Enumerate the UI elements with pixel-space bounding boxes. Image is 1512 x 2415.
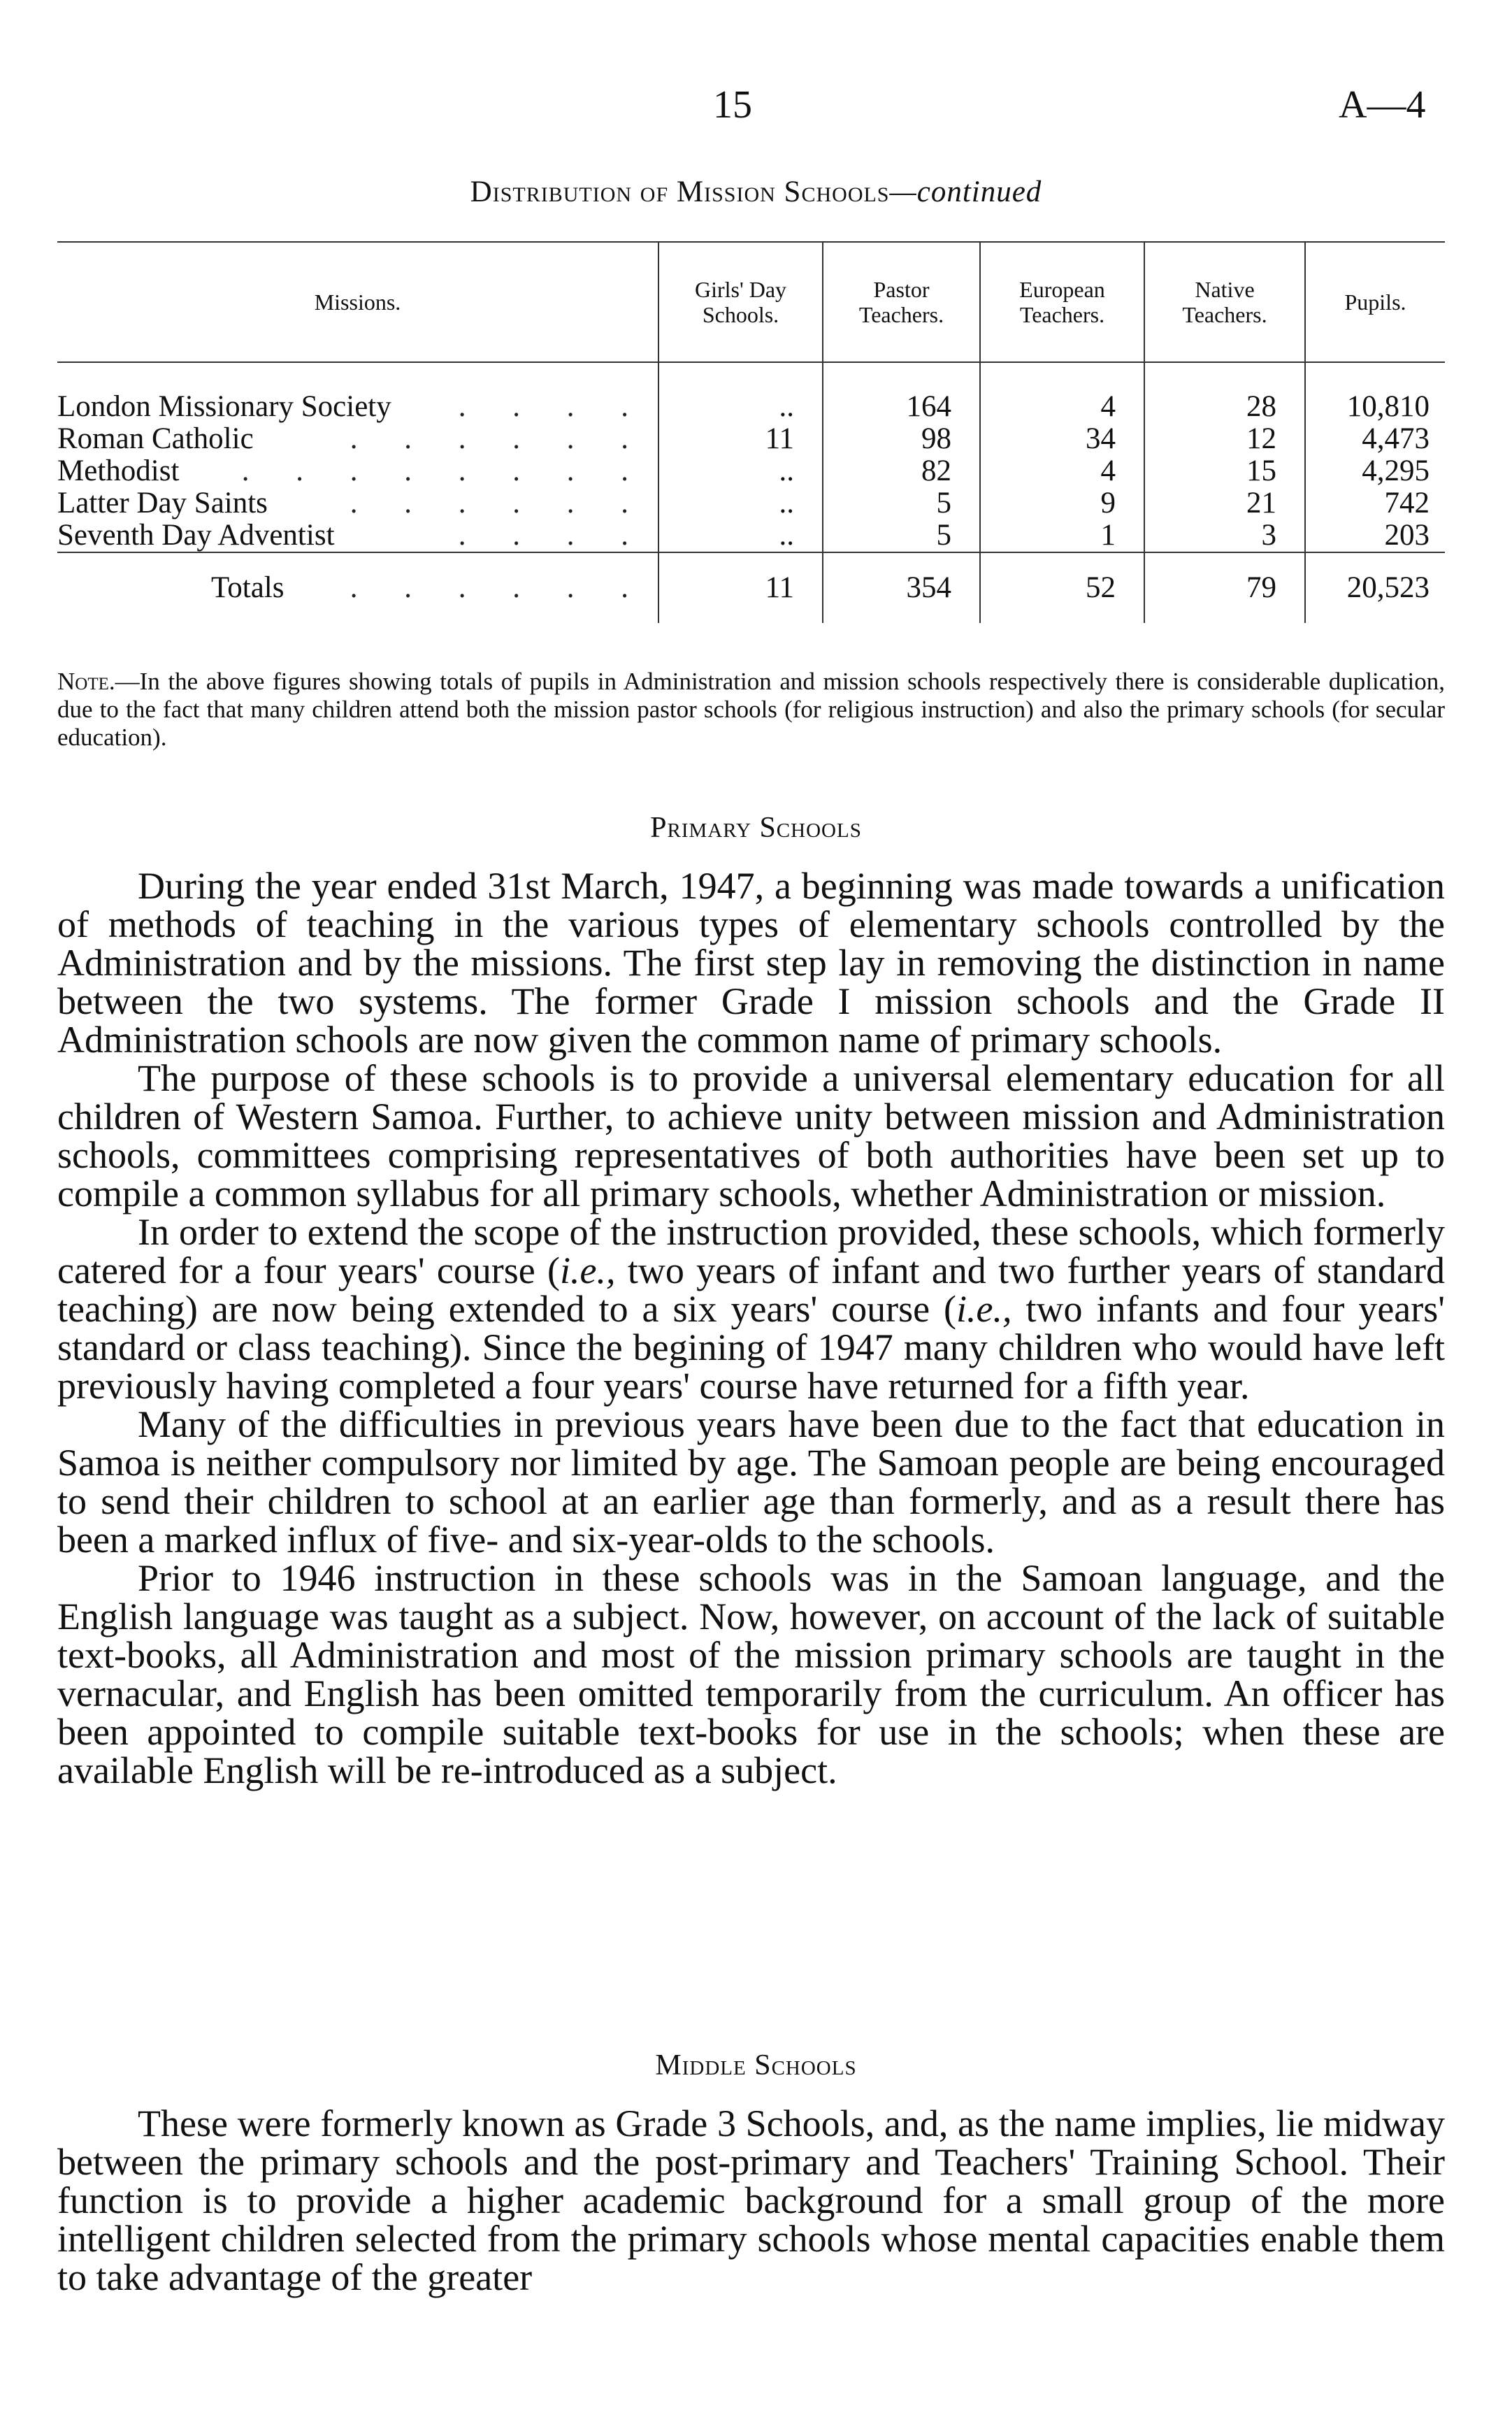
pupils-cell: 742: [1305, 487, 1445, 519]
paragraph: The purpose of these schools is to provide a universal elementary education for all children of Western Samoa. Further, to achieve unity between mission and Administration schools, committees comprising representatives of both authorities have been set up to compile a common syllabus for all primary schools, whether Administration or mission.: [57, 1057, 1445, 1214]
table-note: [57, 668, 1445, 752]
pastor-cell: 164: [823, 362, 980, 423]
col-header-pastor-teachers: Pastor Teachers.: [823, 242, 980, 362]
pupils-cell: 203: [1305, 519, 1445, 552]
col-header-native-teachers: Native Teachers.: [1144, 242, 1305, 362]
middle-schools-section: [57, 2102, 1445, 2298]
mission-cell: Seventh Day Adventist . . . .: [57, 519, 648, 552]
col-header-girls-day-schools: Girls' Day Schools.: [658, 242, 823, 362]
girls-cell: ..: [658, 487, 823, 519]
col-header-missions: Missions.: [57, 242, 658, 362]
note-lead: Note.: [57, 668, 115, 695]
table-row: [57, 455, 1445, 487]
paragraph: Many of the difficulties in previous years have been due to the fact that education in Samoa is neither compulsory nor limited by age. The Samoan people are being encouraged to send their children to school at an earlier age than formerly, and as a result there has been a marked influx of five- and six-year-olds to the schools.: [57, 1403, 1445, 1561]
totals-native-cell: 79: [1144, 552, 1305, 623]
pastor-cell: 5: [823, 519, 980, 552]
native-cell: 21: [1144, 487, 1305, 519]
pastor-cell: 98: [823, 423, 980, 455]
col-header-european-teachers: European Teachers.: [980, 242, 1144, 362]
totals-girls-cell: 11: [658, 552, 823, 623]
girls-cell: ..: [658, 362, 823, 423]
pupils-cell: 10,810: [1305, 362, 1445, 423]
totals-pupils-cell: 20,523: [1305, 552, 1445, 623]
primary-schools-section: [57, 867, 1445, 1790]
table-row: [57, 362, 1445, 423]
pupils-cell: 4,295: [1305, 455, 1445, 487]
paragraph: Prior to 1946 instruction in these schools was in the Samoan language, and the English language was taught as a subject. Now, however, on account of the lack of suitable text-books, all Administration and most of the mission primary schools are taught in the vernacular, and English has been omitted temporarily from the curriculum. An officer has been appointed to compile suitable text-books for use in the schools; when these are available English will be re-introduced as a subject.: [57, 1557, 1445, 1791]
pastor-cell: 5: [823, 487, 980, 519]
native-cell: 3: [1144, 519, 1305, 552]
european-cell: 4: [980, 362, 1144, 423]
middle-schools-heading: Middle Schools: [655, 2049, 857, 2081]
col-header-pupils: Pupils.: [1305, 242, 1445, 362]
totals-european-cell: 52: [980, 552, 1144, 623]
table-header-row: [57, 242, 1445, 362]
paragraph: During the year ended 31st March, 1947, a beginning was made towards a unification of methods of teaching in the various types of elementary schools controlled by the Administration and by the missions. The first step lay in removing the distinction in name between the two systems. The former Grade I mission schools and the Grade II Administration schools are now given the common name of primary schools.: [57, 865, 1445, 1061]
european-cell: 34: [980, 423, 1144, 455]
mission-schools-table: [57, 241, 1445, 623]
table-row: [57, 487, 1445, 519]
mission-cell: Latter Day Saints . . . . . .: [57, 487, 648, 519]
totals-label-cell: Totals . . . . . .: [57, 552, 658, 623]
table-row: [57, 519, 1445, 552]
totals-row: [57, 552, 1445, 623]
girls-cell: ..: [658, 519, 823, 552]
paragraph: These were formerly known as Grade 3 Schools, and, as the name implies, lie midway between the primary schools and the post-primary and Teachers' Training School. Their function is to provide a higher academic background for a small group of the more intelligent children selected from the primary schools whose mental capacities enable them to take advantage of the greater: [57, 2102, 1445, 2298]
mission-cell: Methodist . . . . . . . .: [57, 454, 648, 487]
girls-cell: 11: [658, 423, 823, 455]
pastor-cell: 82: [823, 455, 980, 487]
paragraph: In order to extend the scope of the instruction provided, these schools, which formerly catered for a four years' course (i.e., two years of infant and two further years of standard teaching) are now being extended to a six years' course (i.e., two infants and four years' standard or class teaching). Since the begining of 1947 many children who would have left previously having completed a four years' course have returned for a fifth year.: [57, 1211, 1445, 1407]
table-title-suffix: —continued: [889, 175, 1042, 208]
page-number: 15: [713, 83, 752, 127]
mission-cell: London Missionary Society . . . .: [57, 390, 648, 423]
table-title-main: Distribution of Mission Schools: [470, 175, 890, 208]
totals-pastor-cell: 354: [823, 552, 980, 623]
girls-cell: ..: [658, 455, 823, 487]
page-reference: A—4: [1339, 83, 1426, 127]
european-cell: 1: [980, 519, 1144, 552]
pupils-cell: 4,473: [1305, 423, 1445, 455]
table-row: [57, 423, 1445, 455]
mission-cell: Roman Catholic . . . . . .: [57, 422, 648, 455]
table-title: [0, 175, 1512, 209]
native-cell: 28: [1144, 362, 1305, 423]
note-text: —In the above figures showing totals of pupils in Administration and mission schools respectively there is considerable duplication, due to the fact that many children attend both the mission pastor schools (for religious instruction) and also the primary schools (for secular education).: [57, 668, 1445, 751]
native-cell: 12: [1144, 423, 1305, 455]
native-cell: 15: [1144, 455, 1305, 487]
primary-schools-heading: Primary Schools: [650, 812, 862, 844]
european-cell: 9: [980, 487, 1144, 519]
european-cell: 4: [980, 455, 1144, 487]
